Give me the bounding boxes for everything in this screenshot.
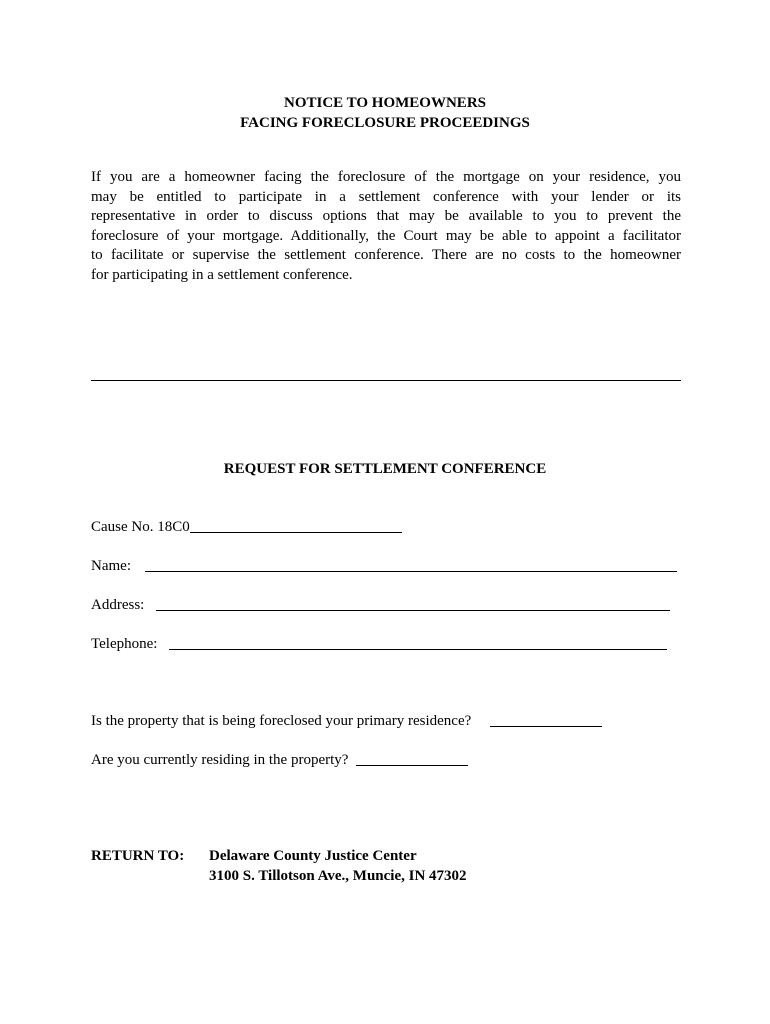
notice-body-paragraph bbox=[91, 168, 681, 285]
notice-body-line: for participating in a settlement conference. bbox=[91, 266, 353, 283]
return-to-label: RETURN TO: bbox=[91, 848, 185, 864]
telephone-label: Telephone: bbox=[91, 636, 158, 652]
primary-residence-question: Is the property that is being foreclosed your primary residence? bbox=[91, 713, 472, 729]
primary-residence-row bbox=[91, 712, 602, 731]
residing-question: Are you currently residing in the property? bbox=[91, 752, 349, 768]
notice-body-line: representative in order to discuss options that may be available to you to prevent the bbox=[91, 208, 681, 224]
notice-body-line: foreclosure of your mortgage. Additionally, the Court may be able to appoint a facilitator bbox=[91, 227, 681, 244]
notice-title-line-1: NOTICE TO HOMEOWNERS bbox=[284, 95, 486, 111]
section-divider bbox=[91, 380, 681, 381]
return-to-address-line-1: Delaware County Justice Center bbox=[209, 848, 417, 864]
telephone-row bbox=[91, 635, 667, 654]
name-label: Name: bbox=[91, 558, 131, 574]
address-label: Address: bbox=[91, 597, 145, 613]
address-row bbox=[91, 596, 670, 615]
notice-body-line: may be entitled to participate in a settlement conference with your lender or its bbox=[91, 188, 681, 205]
residing-row bbox=[91, 751, 468, 770]
return-to-address-line-2: 3100 S. Tillotson Ave., Muncie, IN 47302 bbox=[209, 868, 467, 884]
notice-title-line-2: FACING FORECLOSURE PROCEEDINGS bbox=[240, 115, 530, 131]
name-row bbox=[91, 557, 677, 576]
name-field[interactable] bbox=[145, 557, 677, 572]
primary-residence-answer-field[interactable] bbox=[490, 712, 602, 727]
residing-answer-field[interactable] bbox=[356, 751, 468, 766]
cause-number-field[interactable] bbox=[190, 518, 402, 533]
telephone-field[interactable] bbox=[169, 635, 667, 650]
notice-body-line: to facilitate or supervise the settlement conference. There are no costs to the homeowner bbox=[91, 247, 681, 263]
cause-number-row bbox=[91, 518, 402, 537]
address-field[interactable] bbox=[156, 596, 670, 611]
request-title: REQUEST FOR SETTLEMENT CONFERENCE bbox=[223, 461, 547, 477]
cause-number-label: Cause No. 18C0 bbox=[91, 519, 190, 535]
notice-body-line: If you are a homeowner facing the foreclosure of the mortgage on your residence, you bbox=[91, 169, 681, 185]
